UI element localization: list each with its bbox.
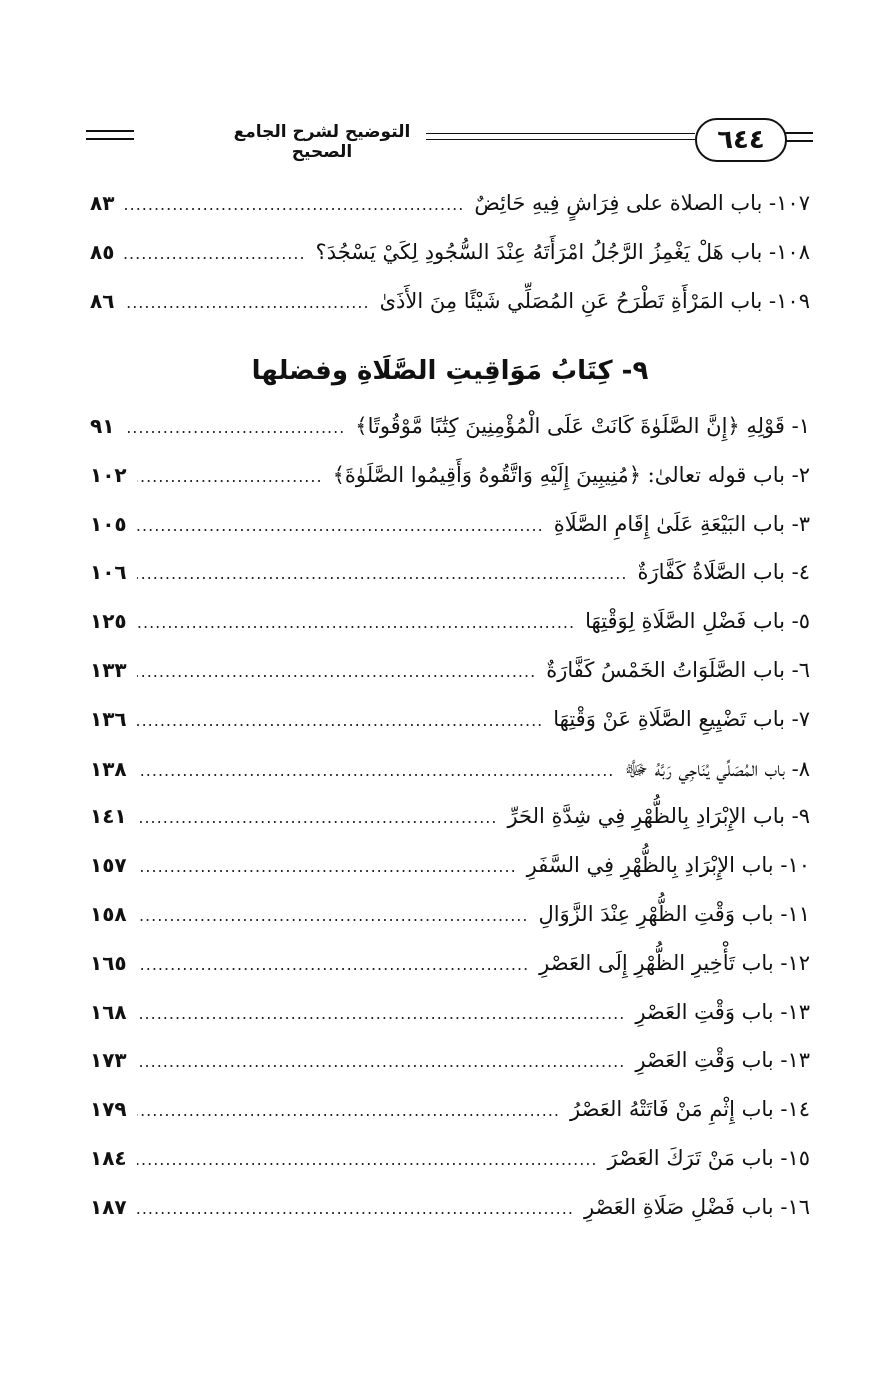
toc-entry-title: ١- قَوْلِهِ ﴿إِنَّ الصَّلَوٰةَ كَانَتْ عَلَى الْمُؤْمِنِينَ كِتَٰبًا مَّوْقُوتًا﴾ — [355, 414, 810, 438]
toc-entry — [90, 804, 810, 853]
toc-entry-title: ١٣- باب وَقْتِ العَصْرِ — [635, 1048, 810, 1073]
toc-entry — [90, 853, 810, 902]
toc-entry — [90, 1146, 810, 1195]
toc-entry-page: ١٦٥ — [90, 950, 127, 975]
toc-entry — [90, 609, 810, 658]
leader-dots — [137, 955, 530, 974]
leader-dots — [137, 1150, 598, 1169]
toc-entry-title: ٢- باب قوله تعالىٰ: ﴿مُنِيبِينَ إِلَيْهِ وَاتَّقُوهُ وَأَقِيمُوا الصَّلَوٰةَ﴾ — [332, 462, 810, 487]
toc-entry-title: ١٠٧- باب الصلاة على فِرَاشٍ فِيهِ حَائِضٌ — [474, 191, 810, 215]
toc-entry-title: ٦- باب الصَّلَوَاتُ الخَمْسُ كَفَّارَةٌ — [546, 657, 810, 682]
toc-entry-title: ١٥- باب مَنْ تَرَكَ العَصْرَ — [607, 1145, 810, 1170]
toc-entry — [90, 240, 810, 289]
toc-entry — [90, 463, 810, 512]
toc-entry-page: ١٠٢ — [90, 462, 127, 487]
toc-entry-title: ٩- باب الإِبْرَادِ بِالظُّهْرِ فِي شِدَّةِ الحَرِّ — [507, 804, 810, 829]
header-rule-mid-b — [418, 139, 695, 140]
page-header — [78, 118, 813, 162]
toc-entry — [90, 658, 810, 707]
toc-entry-title: ١٤- باب إِثْمِ مَنْ فَاتَتْهُ العَصْرُ — [570, 1097, 810, 1122]
toc-entry-page: ١٨٧ — [90, 1194, 127, 1219]
toc-entry-page: ٨٥ — [90, 239, 115, 264]
header-rule-left-b — [86, 138, 134, 140]
toc-entry-title: ١٠٩- باب المَرْأَةِ تَطْرَحُ عَنِ المُصَلِّي شَيْئًا مِنَ الأَذَىٰ — [379, 288, 810, 313]
toc-entry — [90, 289, 810, 338]
toc-entry — [90, 191, 810, 240]
toc-entry-title: ٨- باب المُصَلِّي يُنَاجِي رَبَّهُ ﷻ — [624, 756, 810, 781]
toc-entry-title: ٧- باب تَضْيِيعِ الصَّلَاةِ عَنْ وَقْتِهَا — [553, 706, 810, 731]
toc-entry-title: ١٣- باب وَقْتِ العَصْرِ — [635, 999, 810, 1024]
leader-dots — [137, 761, 615, 780]
leader-dots — [124, 195, 464, 214]
leader-dots — [137, 516, 544, 535]
leader-dots — [124, 293, 369, 312]
toc-entry — [90, 1048, 810, 1097]
toc-entry-page: ١٣٨ — [90, 756, 127, 781]
toc-entry-page: ١٨٤ — [90, 1145, 127, 1170]
toc-entry-title: ١٠٨- باب هَلْ يَغْمِزُ الرَّجُلُ امْرَأَتَهُ عِنْدَ السُّجُودِ لِكَيْ يَسْجُدَ؟ — [315, 239, 810, 264]
toc-entry — [90, 414, 810, 463]
leader-dots — [124, 418, 345, 437]
toc-entry-page: ١٦٨ — [90, 999, 127, 1024]
leader-dots — [124, 244, 305, 263]
toc-entry-title: ٤- باب الصَّلَاةُ كَفَّارَةٌ — [637, 560, 810, 585]
toc-entry — [90, 512, 810, 561]
leader-dots — [137, 564, 628, 583]
toc-top-section — [90, 191, 810, 337]
header-rule-left-a — [86, 130, 134, 132]
page-number: ٦٤٤ — [695, 118, 787, 162]
toc-entry-title: ٥- باب فَضْلِ الصَّلَاةِ لِوَقْتِهَا — [585, 609, 810, 634]
toc-entry-page: ١٥٧ — [90, 853, 127, 878]
toc-entry-page: ١٣٦ — [90, 706, 127, 731]
toc-entry-title: ١٦- باب فَضْلِ صَلَاةِ العَصْرِ — [583, 1194, 810, 1219]
leader-dots — [137, 808, 498, 827]
leader-dots — [137, 467, 323, 486]
toc-entry-title: ١٠- باب الإِبْرَادِ بِالظُّهْرِ فِي السَّفَرِ — [526, 853, 810, 878]
chapter-title: ٩- كِتَابُ مَوَاقِيتِ الصَّلَاةِ وفضلها — [251, 356, 649, 386]
leader-dots — [137, 711, 544, 730]
toc-entry-title: ١١- باب وَقْتِ الظُّهْرِ عِنْدَ الزَّوَالِ — [538, 901, 810, 926]
toc-entry-title: ٣- باب البَيْعَةِ عَلَىٰ إِقَامِ الصَّلَاةِ — [553, 511, 810, 536]
toc-entry-page: ١٠٥ — [90, 511, 127, 536]
header-rule-mid-a — [418, 133, 695, 134]
book-title: التوضيح لشرح الجامع الصحيح — [218, 122, 426, 162]
leader-dots — [137, 1101, 560, 1120]
toc-entry-page: ١٧٣ — [90, 1048, 127, 1073]
toc-entry — [90, 1195, 810, 1244]
leader-dots — [137, 1052, 626, 1071]
leader-dots — [137, 857, 517, 876]
toc-entry-page: ١٥٨ — [90, 901, 127, 926]
toc-entry — [90, 560, 810, 609]
toc-entry-page: ١٧٩ — [90, 1097, 127, 1122]
toc-entry — [90, 756, 810, 805]
toc-entry-page: ١٠٦ — [90, 560, 127, 585]
toc-entry-page: ٩١ — [90, 414, 115, 438]
toc-entry — [90, 951, 810, 1000]
toc-entry — [90, 1000, 810, 1049]
leader-dots — [137, 662, 537, 681]
toc-entry — [90, 707, 810, 756]
toc-chapter-section — [90, 414, 810, 1244]
toc-entry-page: ١٤١ — [90, 804, 127, 829]
toc-entry — [90, 902, 810, 951]
toc-entry — [90, 1097, 810, 1146]
leader-dots — [137, 1004, 626, 1023]
toc-entry-page: ٨٦ — [90, 288, 115, 313]
toc-entry-page: ١٢٥ — [90, 609, 127, 634]
toc-entry-title: ١٢- باب تَأْخِيرِ الظُّهْرِ إِلَى العَصْرِ — [539, 950, 810, 975]
leader-dots — [137, 613, 575, 632]
leader-dots — [137, 1199, 574, 1218]
leader-dots — [137, 906, 529, 925]
toc-entry-page: ١٣٣ — [90, 657, 127, 682]
toc-entry-page: ٨٣ — [90, 191, 115, 215]
